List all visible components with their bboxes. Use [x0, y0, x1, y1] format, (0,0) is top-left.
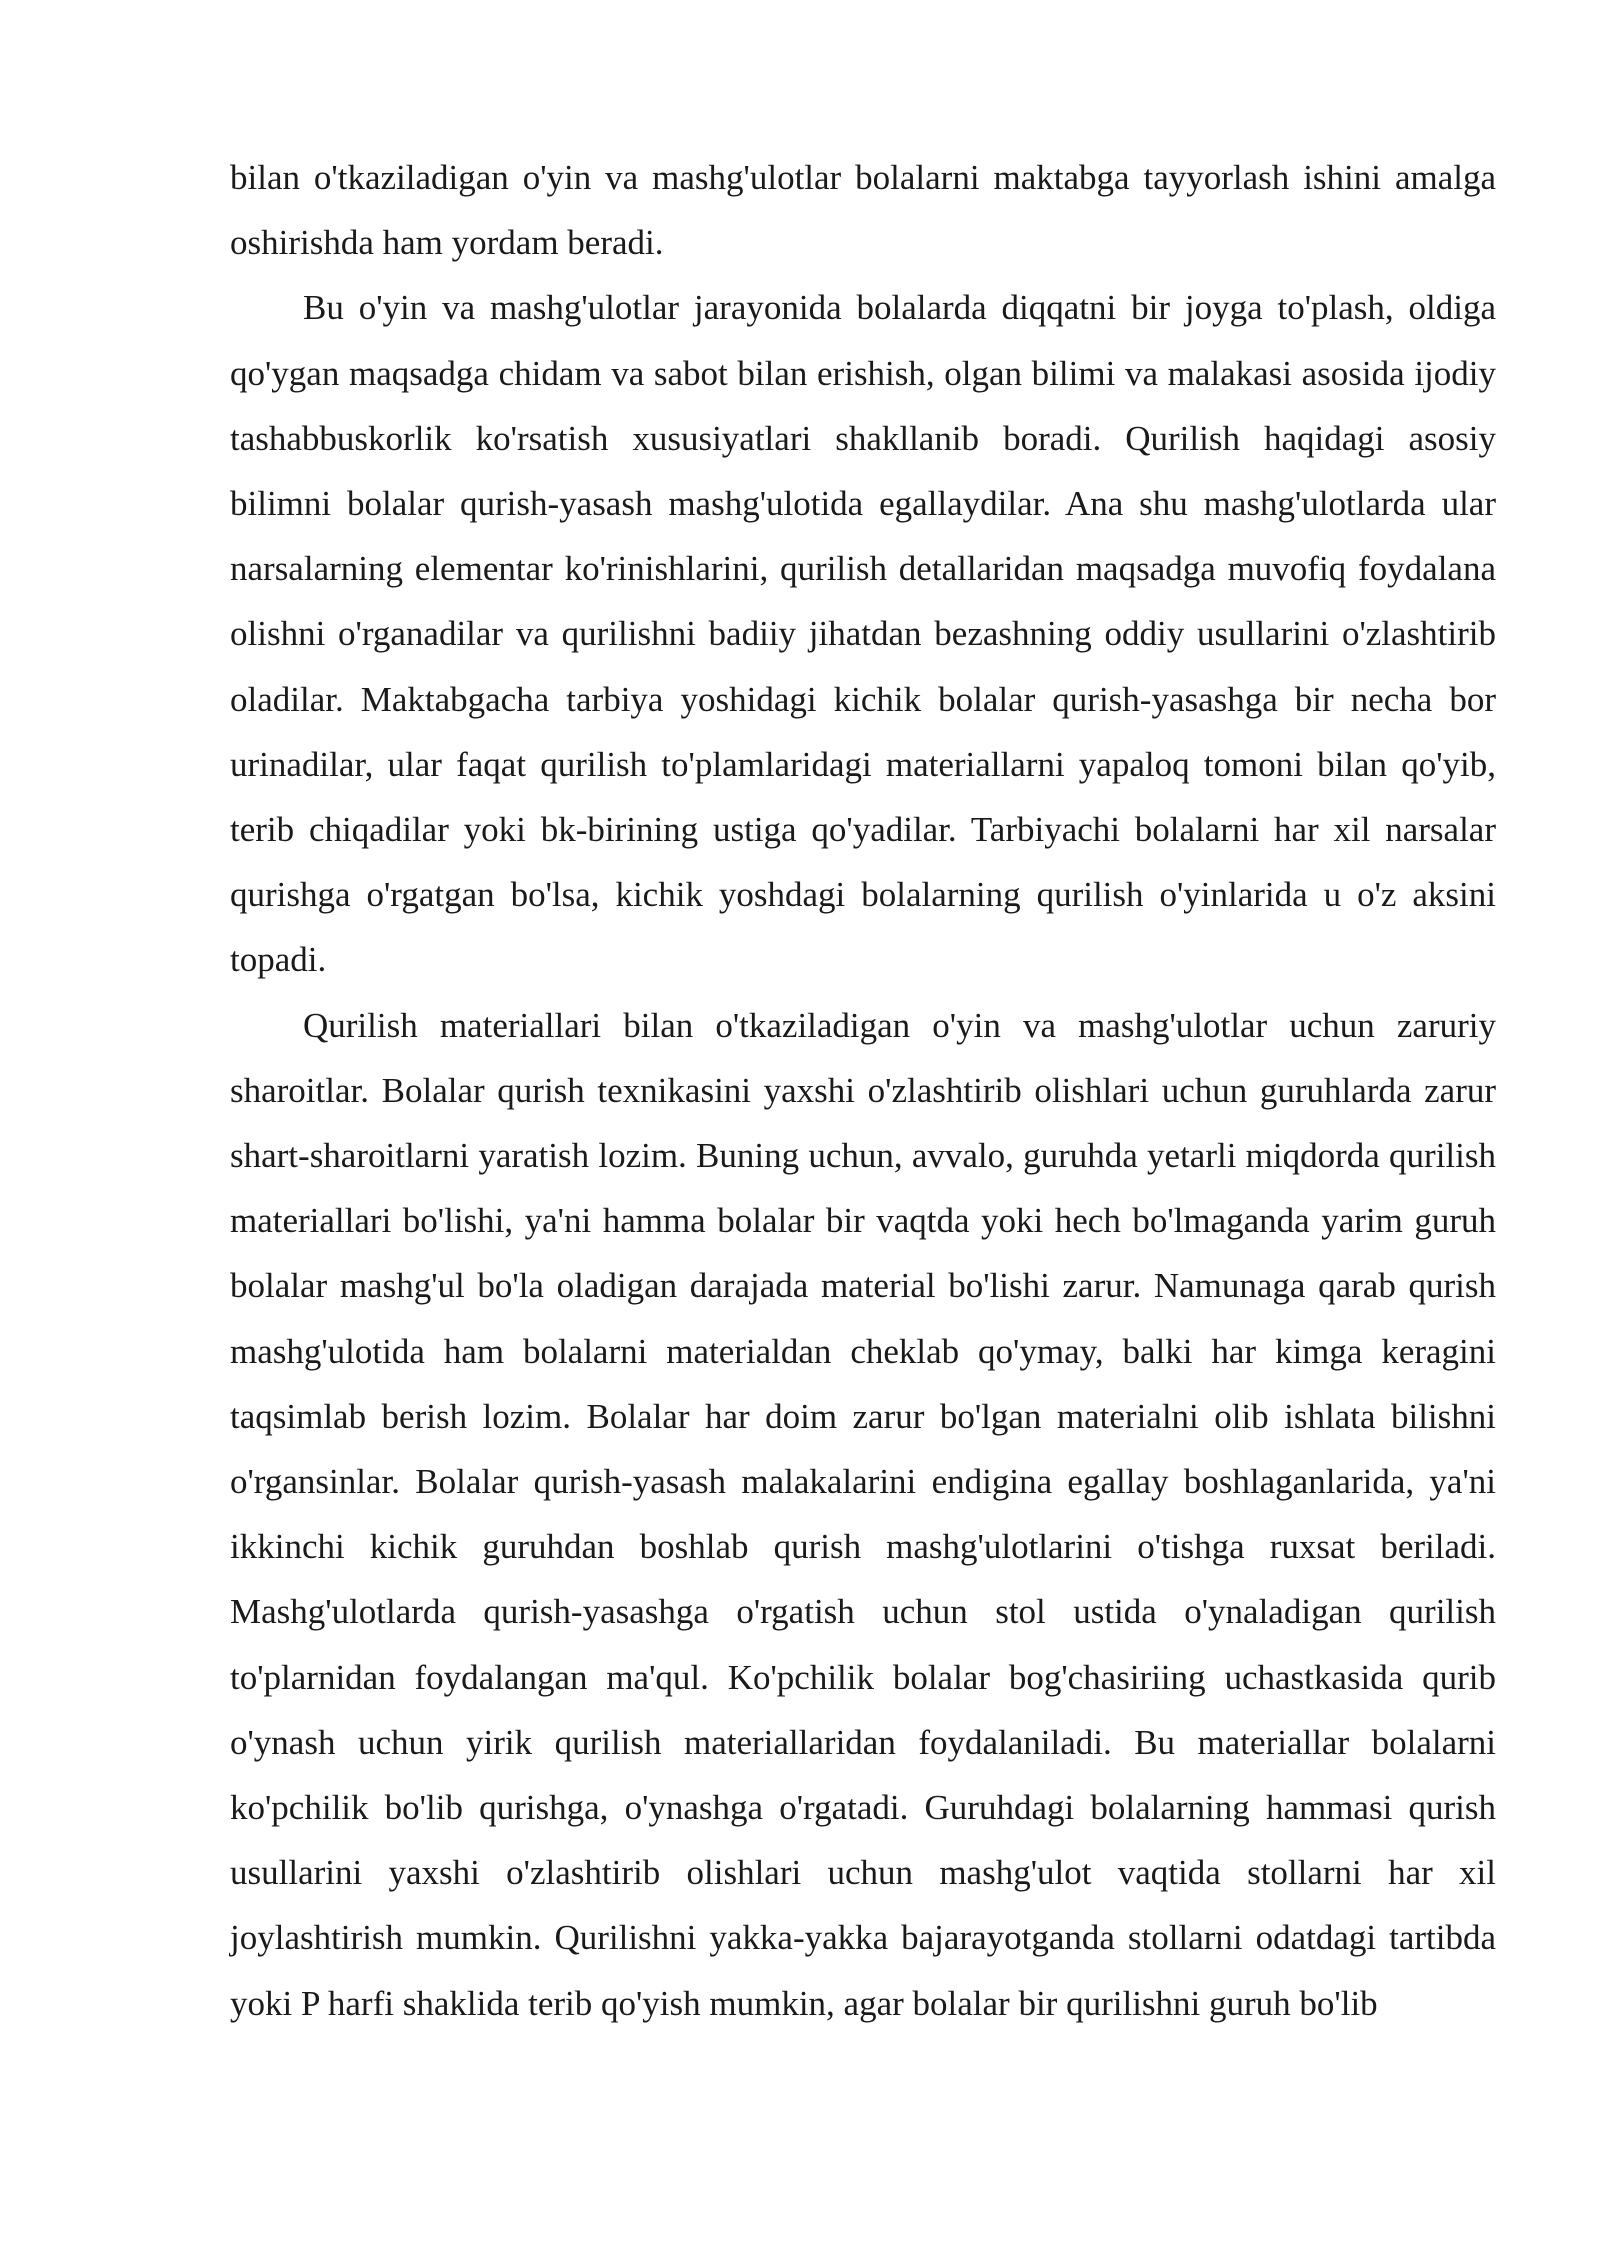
paragraph-construction-games: Bu o'yin va mashg'ulotlar jarayonida bolalarda diqqatni bir joyga to'plash, oldiga qo'ygan maqsadga chidam va sabot bilan erishish, olgan bilimi va malakasi asosida ijodiy tashabbuskorlik ko'rsatish xususiyatlari shakllanib boradi. Qurilish haqidagi asosiy bilimni bolalar qurish-yasash mashg'ulotida egallaydilar. Ana shu mashg'ulotlarda ular narsalarning elementar ko'rinishlarini, qurilish detallaridan maqsadga muvofiq foydalana olishni o'rganadilar va qurilishni badiiy jihatdan bezashning oddiy usullarini o'zlashtirib oladilar. Maktabgacha tarbiya yoshidagi kichik bolalar qurish-yasashga bir necha bor urinadilar, ular faqat qurilish to'plamlaridagi materiallarni yapaloq tomoni bilan qo'yib, terib chiqadilar yoki bk-birining ustiga qo'yadilar. Tarbiyachi bolalarni har xil narsalar qurishga o'rgatgan bo'lsa, kichik yoshdagi bolalarning qurilish o'yinlarida u o'z aksini topadi.: [230, 288, 1496, 980]
paragraph-continuation: bilan o'tkaziladigan o'yin va mashg'ulotlar bolalarni maktabga tayyorlash ishini amalga oshirishda ham yordam beradi.: [230, 158, 1496, 263]
paragraph-necessary-conditions: Qurilish materiallari bilan o'tkaziladigan o'yin va mashg'ulotlar uchun zaruriy sharoitlar. Bolalar qurish texnikasini yaxshi o'zlashtirib olishlari uchun guruhlarda zarur shart-sharoitlarni yaratish lozim. Buning uchun, avvalo, guruhda yetarli miqdorda qurilish materiallari bo'lishi, ya'ni hamma bolalar bir vaqtda yoki hech bo'lmaganda yarim guruh bolalar mashg'ul bo'la oladigan darajada material bo'lishi zarur. Namunaga qarab qurish mashg'ulotida ham bolalarni materialdan cheklab qo'ymay, balki har kimga keragini taqsimlab berish lozim. Bolalar har doim zarur bo'lgan materialni olib ishlata bilishni o'rgansinlar. Bolalar qurish-yasash malakalarini endigina egallay boshlaganlarida, ya'ni ikkinchi kichik guruhdan boshlab qurish mashg'ulotlarini o'tishga ruxsat beriladi. Mashg'ulotlarda qurish-yasashga o'rgatish uchun stol ustida o'ynaladigan qurilish to'plarnidan foydalangan ma'qul. Ko'pchilik bolalar bog'chasiriing uchastkasida qurib o'ynash uchun yirik qurilish materiallaridan foydalaniladi. Bu materiallar bolalarni ko'pchilik bo'lib qurishga, o'ynashga o'rgatadi. Guruhdagi bolalarning hammasi qurish usullarini yaxshi o'zlashtirib olishlari uchun mashg'ulot vaqtida stollarni har xil joylashtirish mumkin. Qurilishni yakka-yakka bajarayotganda stollarni odatdagi tartibda yoki P harfi shaklida terib qo'yish mumkin, agar bolalar bir qurilishni guruh bo'lib: [230, 1005, 1496, 2023]
document-body: [230, 145, 1496, 2036]
